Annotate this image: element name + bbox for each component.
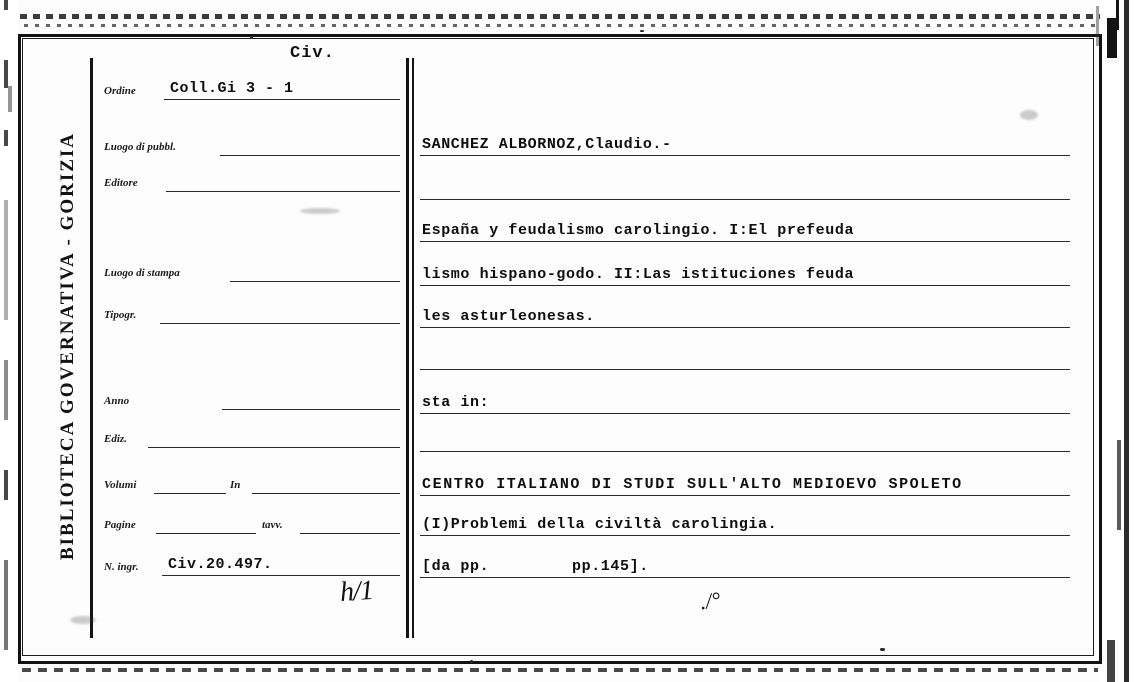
field-label-ordine: Ordine [104,85,136,97]
field-label-anno: Anno [104,395,130,407]
scan-bottom-edge [22,668,1098,672]
field-label-editore: Editore [104,177,138,189]
library-name-spine [46,96,90,596]
field-label-volumi-in: In [230,479,241,491]
scan-scratch [8,86,12,112]
field-value-ordine: Coll.Gi 3 - 1 [170,80,294,97]
entry-host-volume-text: (I)Problemi della civiltà carolingia. [422,516,778,533]
field-label-pagine-tavv: tavv. [262,519,283,531]
entry-line-blank-1 [420,176,1070,200]
entry-line-author [420,132,1070,156]
field-value-n-ingr: Civ.20.497. [168,556,273,573]
field-label-luogo-stampa: Luogo di stampa [104,267,180,279]
scan-speck [250,36,253,39]
field-label-n-ingr: N. ingr. [104,561,139,573]
entry-line-blank-2 [420,346,1070,370]
entry-sta-in-text: sta in: [422,394,490,411]
card-vertical-rule-left [90,58,93,638]
handwritten-signature: h/1 [338,574,374,609]
scan-smudge [1020,110,1038,120]
scan-speck [880,648,885,651]
entry-line-host-publication [420,472,1070,496]
field-row-n-ingr [104,554,400,576]
field-row-editore [104,170,400,192]
field-label-volumi: Volumi [104,479,137,491]
field-row-luogo-pubbl [104,134,400,156]
entry-line-sta-in [420,390,1070,414]
entry-line-title-3 [420,304,1070,328]
field-row-pagine [104,512,400,534]
entry-line-title-1 [420,218,1070,242]
entry-title-text-1: España y feudalismo carolingio. I:El prefeuda [422,222,855,239]
entry-host-publication-text: CENTRO ITALIANO DI STUDI SULL'ALTO MEDIOEVO SPOLETO [422,476,963,493]
field-row-ordine [104,78,400,100]
scan-scratch [1096,6,1099,46]
scan-speck [470,660,473,663]
scan-top-edge-secondary [24,24,1096,27]
entry-line-host-volume [420,512,1070,536]
scan-smudge [70,616,96,624]
field-row-tipogr [104,302,400,324]
scan-smudge [300,208,340,214]
entry-line-blank-3 [420,428,1070,452]
scan-speck [640,30,644,32]
collection-heading: Civ. [290,44,335,63]
scan-top-edge [20,14,1100,19]
card-vertical-rule-middle [406,58,409,638]
film-right-edge [1099,0,1135,682]
handwritten-mark: ./° [698,586,722,615]
field-label-tipogr: Tipogr. [104,309,137,321]
entry-pages-to-text: pp.145]. [572,558,649,575]
entry-line-title-2 [420,262,1070,286]
field-row-anno [104,388,400,410]
entry-title-text-2: lismo hispano-godo. II:Las istituciones feuda [422,266,855,283]
field-label-pagine: Pagine [104,519,136,531]
entry-title-text-3: les asturleonesas. [422,308,595,325]
field-row-luogo-stampa [104,260,400,282]
entry-author-text: SANCHEZ ALBORNOZ,Claudio.- [422,136,672,153]
entry-pages-from-text: [da pp. [422,558,490,575]
field-label-luogo-pubbl: Luogo di pubbl. [104,141,176,153]
field-row-volumi [104,472,400,494]
card-vertical-rule-middle-second [412,58,414,638]
field-row-ediz [104,426,400,448]
library-name-text: BIBLIOTECA GOVERNATIVA - GORIZIA [57,131,78,561]
entry-line-pages [420,554,1070,578]
field-label-ediz: Ediz. [104,433,127,445]
